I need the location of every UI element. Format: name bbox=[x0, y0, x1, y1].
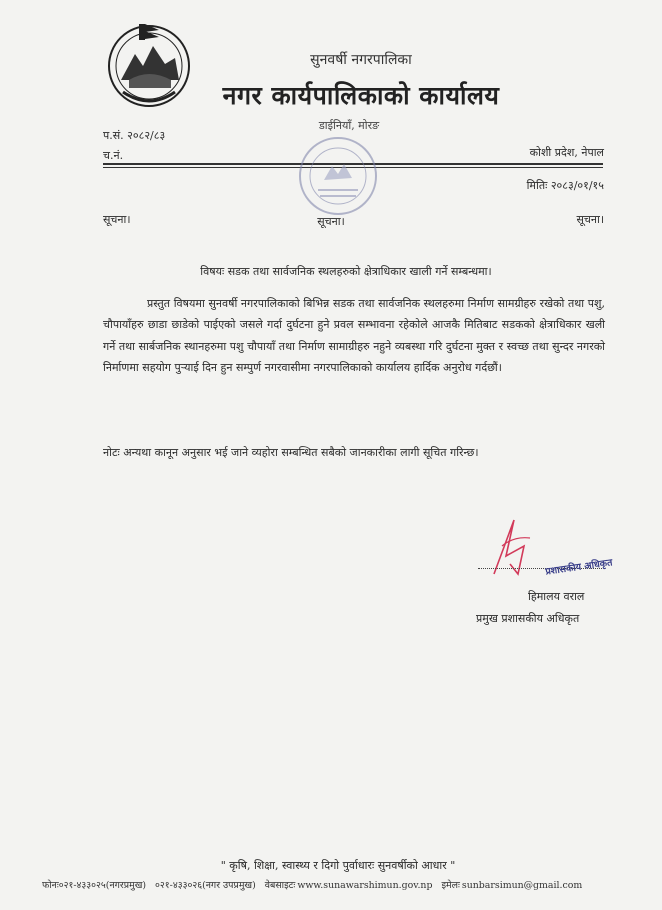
signatory-title: प्रमुख प्रशासकीय अधिकृत bbox=[476, 612, 580, 625]
letter-body: प्रस्तुत विषयमा सुनवर्षी नगरपालिकाको बिभिन्न सडक तथा सार्वजनिक स्थलहरुमा निर्माण सामग्रीहरु रखेको तथा पशु, चौपायाँहरु छाडा छाडेको पाईएको जसले गर्दा दुर्घटना हुने प्रवल सम्भावना रहेकोले आजकै मितिबाट सडकको क्षेत्राधिकार खली गर्ने तथा सार्बजनिक स्थानहरुमा पशु चौपायाँ तथा निर्माण सामाग्रीहरु नहुने व्यबस्था गरि दुर्घटना मुक्त र स्वच्छ तथा सुन्दर नगरको निर्माणमा सहयोग पुर्‍याई दिन हुन सम्पुर्ण नगरवासीमा नगरपालिकाको कार्यालय हार्दिक अनुरोध गर्दछौं। bbox=[103, 297, 605, 375]
footer-website-label: वेबसाइटः bbox=[264, 880, 296, 891]
letter-subject: विषयः सडक तथा सार्वजनिक स्थलहरुको क्षेत्राधिकार खाली गर्ने सम्बन्धमा। bbox=[200, 265, 492, 278]
office-address: डाईनियाँ, मोरङ bbox=[318, 119, 380, 132]
footer-phone: फोनः०२१-४३३०२५(नगरप्रमुख) bbox=[42, 880, 147, 891]
province-label: कोशी प्रदेश, नेपाल bbox=[529, 146, 604, 159]
office-title: नगर कार्यपालिकाको कार्यालय bbox=[222, 81, 500, 110]
footer-email-link[interactable]: sunbarsimun@gmail.com bbox=[461, 880, 583, 891]
municipality-name: सुनवर्षी नगरपालिका bbox=[310, 52, 412, 68]
handwritten-signature-icon bbox=[484, 516, 544, 584]
letter-note: नोटः अन्यथा कानून अनुसार भई जाने व्यहोरा सम्बन्धित सबैको जानकारीका लागी सूचित गरिन्छ। bbox=[103, 446, 479, 459]
office-seal-icon bbox=[296, 134, 380, 218]
signatory-name: हिमालय वराल bbox=[528, 590, 585, 603]
notice-label-left: सूचना। bbox=[103, 213, 131, 226]
footer-website-link[interactable]: www.sunawarshimun.gov.np bbox=[297, 880, 433, 891]
letter-date: मितिः २०८३/०१/१५ bbox=[526, 179, 604, 192]
signature-stamp: प्रशासकीय अधिकृत bbox=[544, 557, 614, 578]
notice-label-center: सूचना। bbox=[317, 215, 345, 228]
footer-phone-2: ०२१-४३३०२६(नगर उपप्रमुख) bbox=[155, 880, 256, 891]
footer-motto: " कृषि, शिक्षा, स्वास्थ्य र दिगो पुर्वाधारः सुनवर्षीको आधार " bbox=[220, 859, 456, 872]
dispatch-number: च.नं. bbox=[103, 149, 124, 162]
notice-label-right: सूचना। bbox=[576, 213, 604, 226]
reference-number: प.सं. २०८२/८३ bbox=[103, 129, 166, 142]
footer-email-label: इमेलः bbox=[441, 880, 460, 891]
footer-contacts bbox=[42, 878, 588, 891]
